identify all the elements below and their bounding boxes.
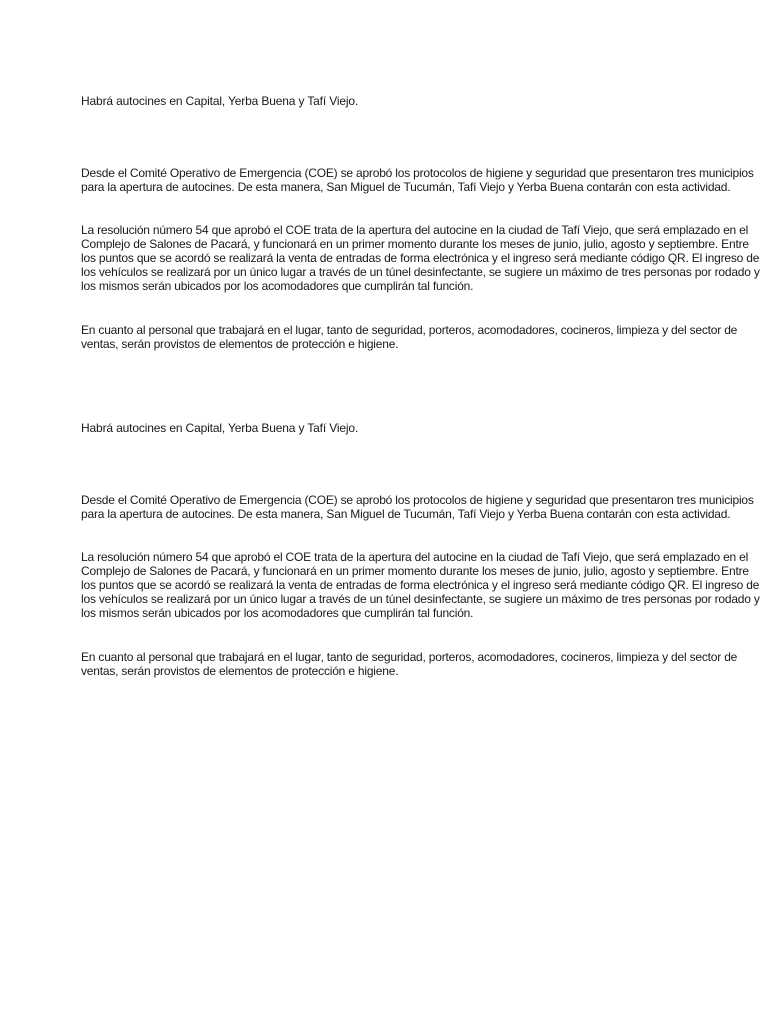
article-1-paragraph-3: En cuanto al personal que trabajará en el lugar, tanto de seguridad, porteros, acomodadores, cocineros, limpieza y del sector de ventas, serán provistos de elementos de protección e higiene. [81,323,738,351]
article-title-1: Habrá autocines en Capital, Yerba Buena y Tafí Viejo. [81,94,359,108]
article-2-paragraph-2: La resolución número 54 que aprobó el COE trata de la apertura del autocine en la ciudad de Tafí Viejo, que será emplazado en el Complejo de Salones de Pacará, y funcionará en un primer momento durante los meses de junio, julio, agosto y septiembre. Entre los puntos que se acordó se realizará la venta de entradas de forma electrónica y el ingreso será mediante código QR. El ingreso de los vehículos se realizará por un único lugar a través de un túnel desinfectante, se sugiere un máximo de tres personas por rodado y los mismos serán ubicados por los acomodadores que cumplirán tal función. [81,550,760,620]
article-2-paragraph-1: Desde el Comité Operativo de Emergencia (COE) se aprobó los protocolos de higiene y seguridad que presentaron tres municipios para la apertura de autocines. De esta manera, San Miguel de Tucumán, Tafí Viejo y Yerba Buena contarán con esta actividad. [81,493,754,521]
article-title-2: Habrá autocines en Capital, Yerba Buena y Tafí Viejo. [81,421,359,435]
article-1-paragraph-2: La resolución número 54 que aprobó el COE trata de la apertura del autocine en la ciudad de Tafí Viejo, que será emplazado en el Complejo de Salones de Pacará, y funcionará en un primer momento durante los meses de junio, julio, agosto y septiembre. Entre los puntos que se acordó se realizará la venta de entradas de forma electrónica y el ingreso será mediante código QR. El ingreso de los vehículos se realizará por un único lugar a través de un túnel desinfectante, se sugiere un máximo de tres personas por rodado y los mismos serán ubicados por los acomodadores que cumplirán tal función. [81,223,760,293]
article-1-paragraph-1: Desde el Comité Operativo de Emergencia (COE) se aprobó los protocolos de higiene y seguridad que presentaron tres municipios para la apertura de autocines. De esta manera, San Miguel de Tucumán, Tafí Viejo y Yerba Buena contarán con esta actividad. [81,166,754,194]
article-2-paragraph-3: En cuanto al personal que trabajará en el lugar, tanto de seguridad, porteros, acomodadores, cocineros, limpieza y del sector de ventas, serán provistos de elementos de protección e higiene. [81,650,738,678]
